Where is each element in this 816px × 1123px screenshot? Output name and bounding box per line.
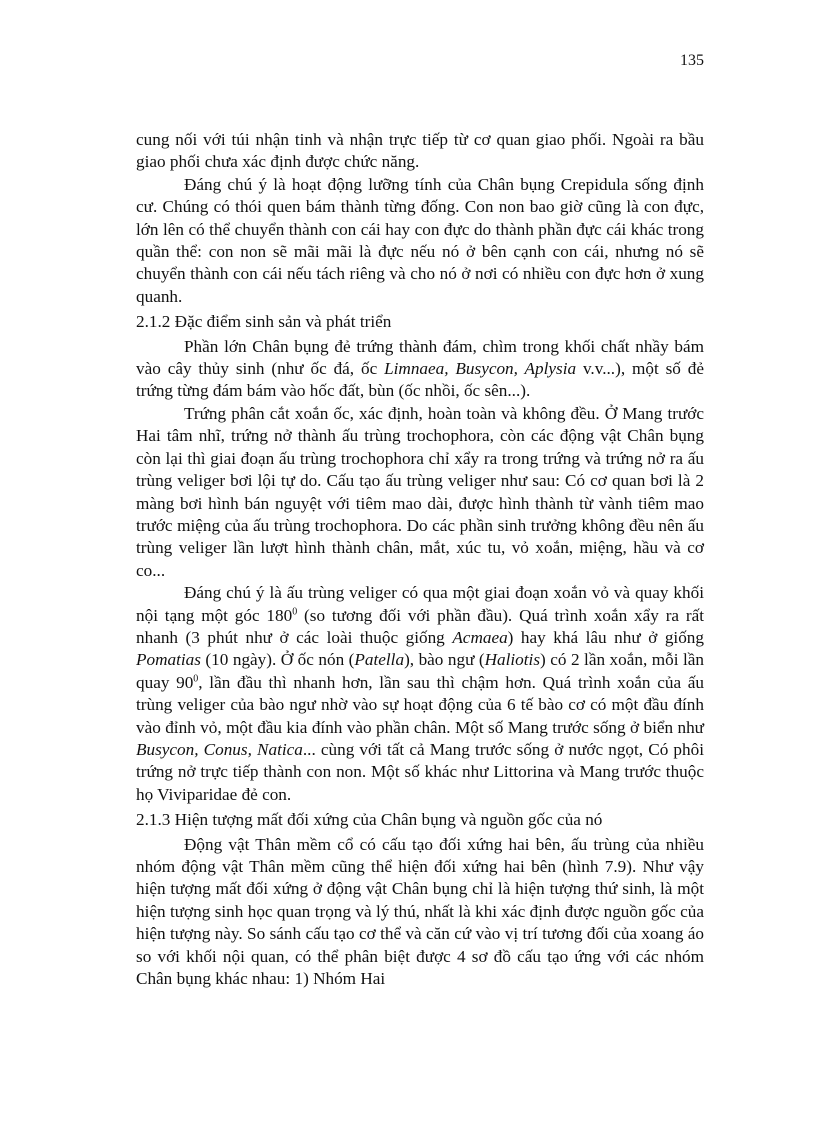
text-run: ) hay khá lâu như ở giống xyxy=(507,627,704,647)
paragraph: cung nối với túi nhận tinh và nhận trực tiếp từ cơ quan giao phối. Ngoài ra bầu giao phối chưa xác định được chức năng. xyxy=(136,130,704,172)
page-number: 135 xyxy=(680,52,704,69)
text-run: ) có 2 lần xoắn, mỗi lần quay 90 xyxy=(136,650,704,692)
paragraph xyxy=(136,582,704,806)
text-run: ... cùng với tất cả Mang trước sống ở nước ngọt, Có phôi trứng nở trực tiếp thành con non. Một số khác như Littorina và Mang trước thuộc họ Viviparidae đẻ con. xyxy=(136,739,704,804)
paragraph: Trứng phân cắt xoắn ốc, xác định, hoàn toàn và không đều. Ở Mang trước Hai tâm nhĩ, trứng nở thành ấu trùng trochophora, còn các động vật Chân bụng còn lại thì giai đoạn ấu trùng trochophora chỉ xẩy ra trong trứng và trứng nở ra ấu trùng veliger bơi lội tự do. Cấu tạo ấu trùng veliger như sau: Có cơ quan bơi là 2 màng bơi hình bán nguyệt với tiêm mao dài, được hình thành từ vành tiêm mao trước miệng của ấu trùng trochophora. Do các phần sinh trưởng không đều nên ấu trùng veliger lần lượt hình thành chân, mắt, xúc tu, vỏ xoắn, miệng, hầu và cơ co... xyxy=(136,403,704,580)
text-run: (10 ngày). Ở ốc nón ( xyxy=(200,650,355,670)
italic-text: Patella xyxy=(354,650,405,670)
superscript: 0 xyxy=(292,605,298,617)
paragraph: Động vật Thân mềm cổ có cấu tạo đối xứng hai bên, ấu trùng của nhiều nhóm động vật Thân mềm cũng thể hiện đối xứng hai bên (hình 7.9). Như vậy hiện tượng mất đối xứng ở động vật Chân bụng chỉ là hiện tượng thứ sinh, là một hiện tượng sinh học quan trọng và lý thú, nhất là khi xác định được nguồn gốc của hiện tượng này. So sánh cấu tạo cơ thể và căn cứ vào vị trí tương đối của xoang áo so với khối nội quan, có thể phân biệt được 4 sơ đồ cấu tạo ứng với các nhóm Chân bụng khác nhau: 1) Nhóm Hai xyxy=(136,834,704,989)
italic-text: Busycon, Conus, Natica xyxy=(136,739,303,759)
italic-text: Haliotis xyxy=(484,650,541,670)
superscript: 0 xyxy=(193,673,199,685)
section-heading: 2.1.2 Đặc điểm sinh sản và phát triển xyxy=(136,312,392,332)
text-run: (so tương đối với phần đầu). Quá trình xoắn xẩy ra rất nhanh (3 phút như ở các loài thuộc giống xyxy=(136,605,705,647)
text-run: Đáng chú ý là ấu trùng veliger có qua một giai đoạn xoắn vỏ và quay khối nội tạng một góc 180 xyxy=(136,583,704,625)
italic-text: Limnaea, Busycon, Aplysia xyxy=(384,359,577,379)
text-run: Phần lớn Chân bụng đẻ trứng thành đám, chìm trong khối chất nhầy bám vào cây thủy sinh (như ốc đá, ốc xyxy=(136,336,704,379)
italic-text: Pomatias xyxy=(136,650,201,670)
paragraph: Đáng chú ý là hoạt động lưỡng tính của Chân bụng Crepidula sống định cư. Chúng có thói quen bám thành từng đống. Con non bao giờ cũng là con đực, lớn lên có thể chuyển thành con cái hay con đực do thành phần đực cái khác trong quần thể: con non sẽ mãi mãi là đực nếu nó ở bên cạnh con cái, nhưng nó sẽ chuyển thành con cái nếu tách riêng và cho nó ở nơi có nhiều con đực hơn ở xung quanh. xyxy=(136,174,704,306)
text-run: , lần đầu thì nhanh hơn, lần sau thì chậm hơn. Quá trình xoắn của ấu trùng veliger của bào ngư nhờ vào sự hoạt động của 6 tế bào cơ có một đầu đính vào đỉnh vỏ, một đầu kia đính vào phần chân. Một số Mang trước sống ở biển như xyxy=(136,672,704,737)
section-heading: 2.1.3 Hiện tượng mất đối xứng của Chân bụng và nguồn gốc của nó xyxy=(136,810,603,830)
italic-text: Acmaea xyxy=(452,627,508,647)
paragraph xyxy=(136,336,704,403)
text-run: v.v...), một số đẻ trứng từng đám bám vào hốc đất, bùn (ốc nhồi, ốc sên...). xyxy=(136,359,704,401)
text-run: ), bào ngư ( xyxy=(404,650,485,670)
page-body xyxy=(136,129,704,990)
